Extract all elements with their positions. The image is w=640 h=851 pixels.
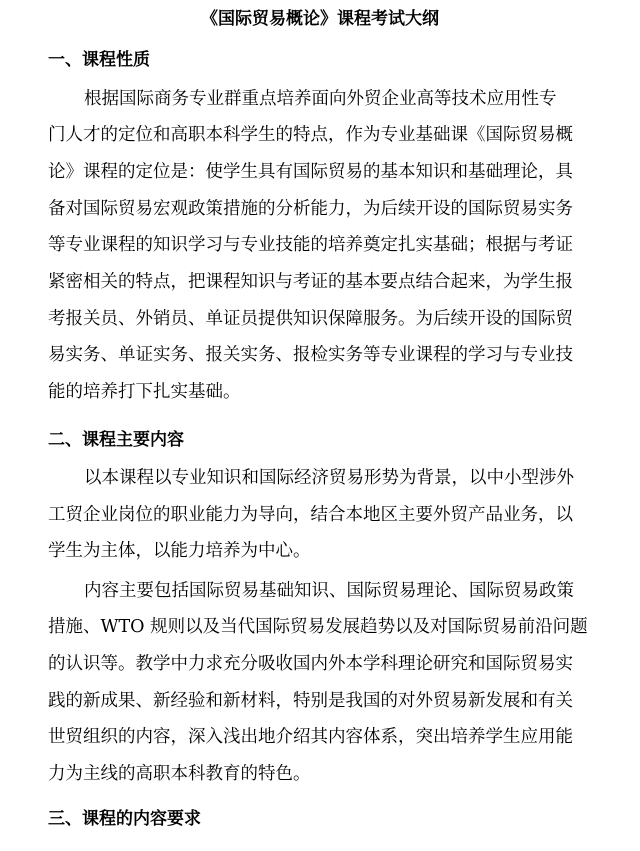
paragraph-line: 力为主线的高职本科教育的特色。 [48,764,311,784]
paragraph-line: 践的新成果、新经验和新材料，特别是我国的对外贸易新发展和有关 [48,691,573,711]
paragraph-line: 以本课程以专业知识和国际经济贸易形势为背景，以中小型涉外 [84,468,574,488]
section-heading-nature: 一、课程性质 [48,50,150,70]
section-heading-main-content: 二、课程主要内容 [48,430,184,450]
document-title: 《国际贸易概论》课程考试大纲 [201,9,439,29]
paragraph-line: 论》课程的定位是：使学生具有国际贸易的基本知识和基础理论，具 [48,162,573,182]
paragraph-line: 工贸企业岗位的职业能力为导向，结合本地区主要外贸产品业务，以 [48,505,573,525]
paragraph-line: 内容主要包括国际贸易基础知识、国际贸易理论、国际贸易政策 [84,581,574,601]
paragraph-line: 等专业课程的知识学习与专业技能的培养奠定扎实基础；根据与考证 [48,235,573,255]
paragraph-line: 考报关员、外销员、单证员提供知识保障服务。为后续开设的国际贸 [48,309,573,329]
paragraph-line: 学生为主体，以能力培养为中心。 [48,541,311,561]
paragraph-line: 根据国际商务专业群重点培养面向外贸企业高等技术应用性专 [84,89,557,109]
paragraph-line: 的认识等。教学中力求充分吸收国内外本学科理论研究和国际贸易实 [48,654,573,674]
paragraph-line: 门人才的定位和高职本科学生的特点，作为专业基础课《国际贸易概 [48,125,573,145]
paragraph-line: 措施、WTO 规则以及当代国际贸易发展趋势以及对国际贸易前沿问题 [48,617,588,637]
paragraph-line: 能的培养打下扎实基础。 [48,382,241,402]
section-heading-content-requirements: 三、课程的内容要求 [48,809,201,829]
paragraph-line: 易实务、单证实务、报关实务、报检实务等专业课程的学习与专业技 [48,345,573,365]
paragraph-line: 紧密相关的特点，把课程知识与考证的基本要点结合起来，为学生报 [48,272,573,292]
paragraph-line: 备对国际贸易宏观政策措施的分析能力，为后续开设的国际贸易实务 [48,199,573,219]
paragraph-line: 世贸组织的内容，深入浅出地介绍其内容体系，突出培养学生应用能 [48,727,573,747]
